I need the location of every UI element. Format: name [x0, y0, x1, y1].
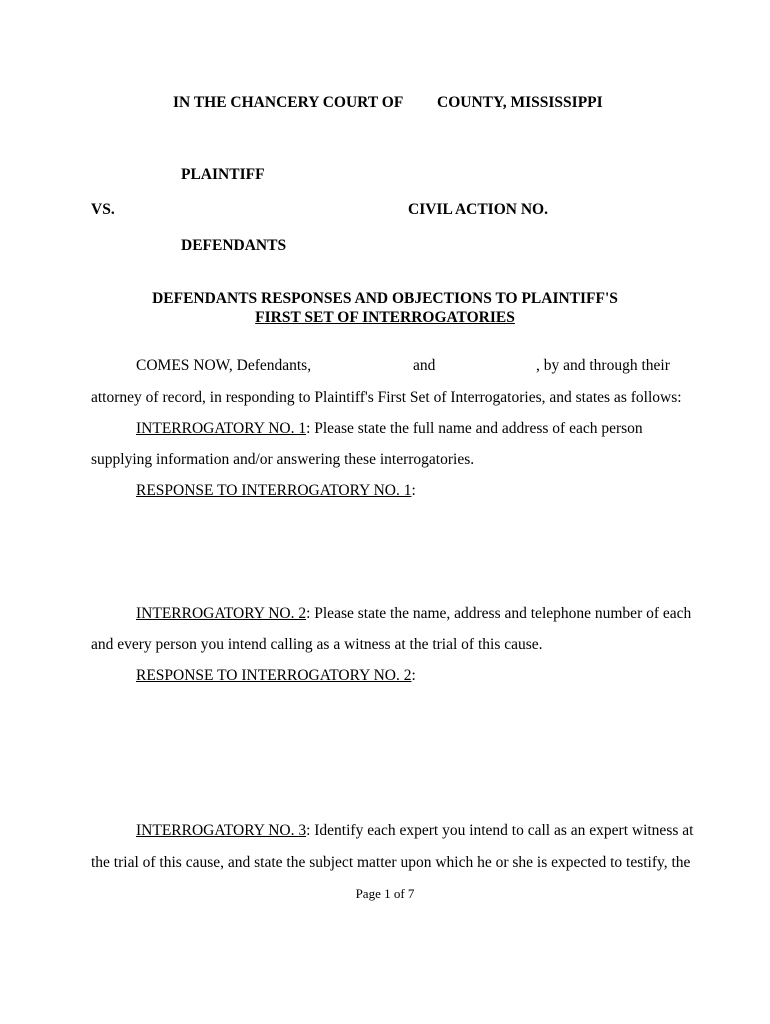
interrogatory-3-label: INTERROGATORY NO. 3 — [136, 822, 307, 839]
interrogatory-1-text-line2: supplying information and/or answering these interrogatories. — [91, 451, 475, 468]
document-title-line2: FIRST SET OF INTERROGATORIES — [255, 309, 515, 326]
response-2 — [136, 668, 416, 684]
document-title-line1: DEFENDANTS RESPONSES AND OBJECTIONS TO PLAINTIFF'S — [152, 290, 618, 307]
interrogatory-2-label: INTERROGATORY NO. 2 — [136, 605, 307, 622]
interrogatory-2 — [136, 606, 691, 622]
intro-by-and-through: , by and through their — [536, 357, 670, 374]
interrogatory-3-text: : Identify each expert you intend to call as an expert witness at — [306, 822, 694, 839]
court-heading-left: IN THE CHANCERY COURT OF — [173, 94, 404, 111]
intro-comes-now: COMES NOW, Defendants, — [136, 357, 312, 374]
response-1-label: RESPONSE TO INTERROGATORY NO. 1 — [136, 482, 412, 499]
interrogatory-1-label: INTERROGATORY NO. 1 — [136, 420, 307, 437]
intro-line-2: attorney of record, in responding to Plaintiff's First Set of Interrogatories, and states as follows: — [91, 389, 682, 406]
plaintiff-label: PLAINTIFF — [181, 166, 265, 183]
interrogatory-2-text: : Please state the name, address and telephone number of each — [306, 605, 692, 622]
intro-and: and — [413, 357, 436, 374]
interrogatory-1 — [136, 421, 643, 437]
civil-action-label: CIVIL ACTION NO. — [408, 201, 548, 218]
response-1-colon: : — [411, 482, 416, 499]
court-heading-right: COUNTY, MISSISSIPPI — [437, 94, 603, 111]
response-2-colon: : — [411, 667, 416, 684]
response-2-label: RESPONSE TO INTERROGATORY NO. 2 — [136, 667, 412, 684]
page-number: Page 1 of 7 — [355, 886, 415, 901]
interrogatory-1-text: : Please state the full name and address of each person — [306, 420, 643, 437]
interrogatory-3 — [136, 823, 693, 839]
interrogatory-2-text-line2: and every person you intend calling as a witness at the trial of this cause. — [91, 636, 543, 653]
defendants-label: DEFENDANTS — [181, 237, 287, 254]
document-title — [0, 310, 770, 326]
response-1 — [136, 483, 416, 499]
interrogatory-3-text-line2: the trial of this cause, and state the subject matter upon which he or she is expected to testify, the — [91, 854, 691, 871]
vs-label: VS. — [91, 201, 115, 218]
